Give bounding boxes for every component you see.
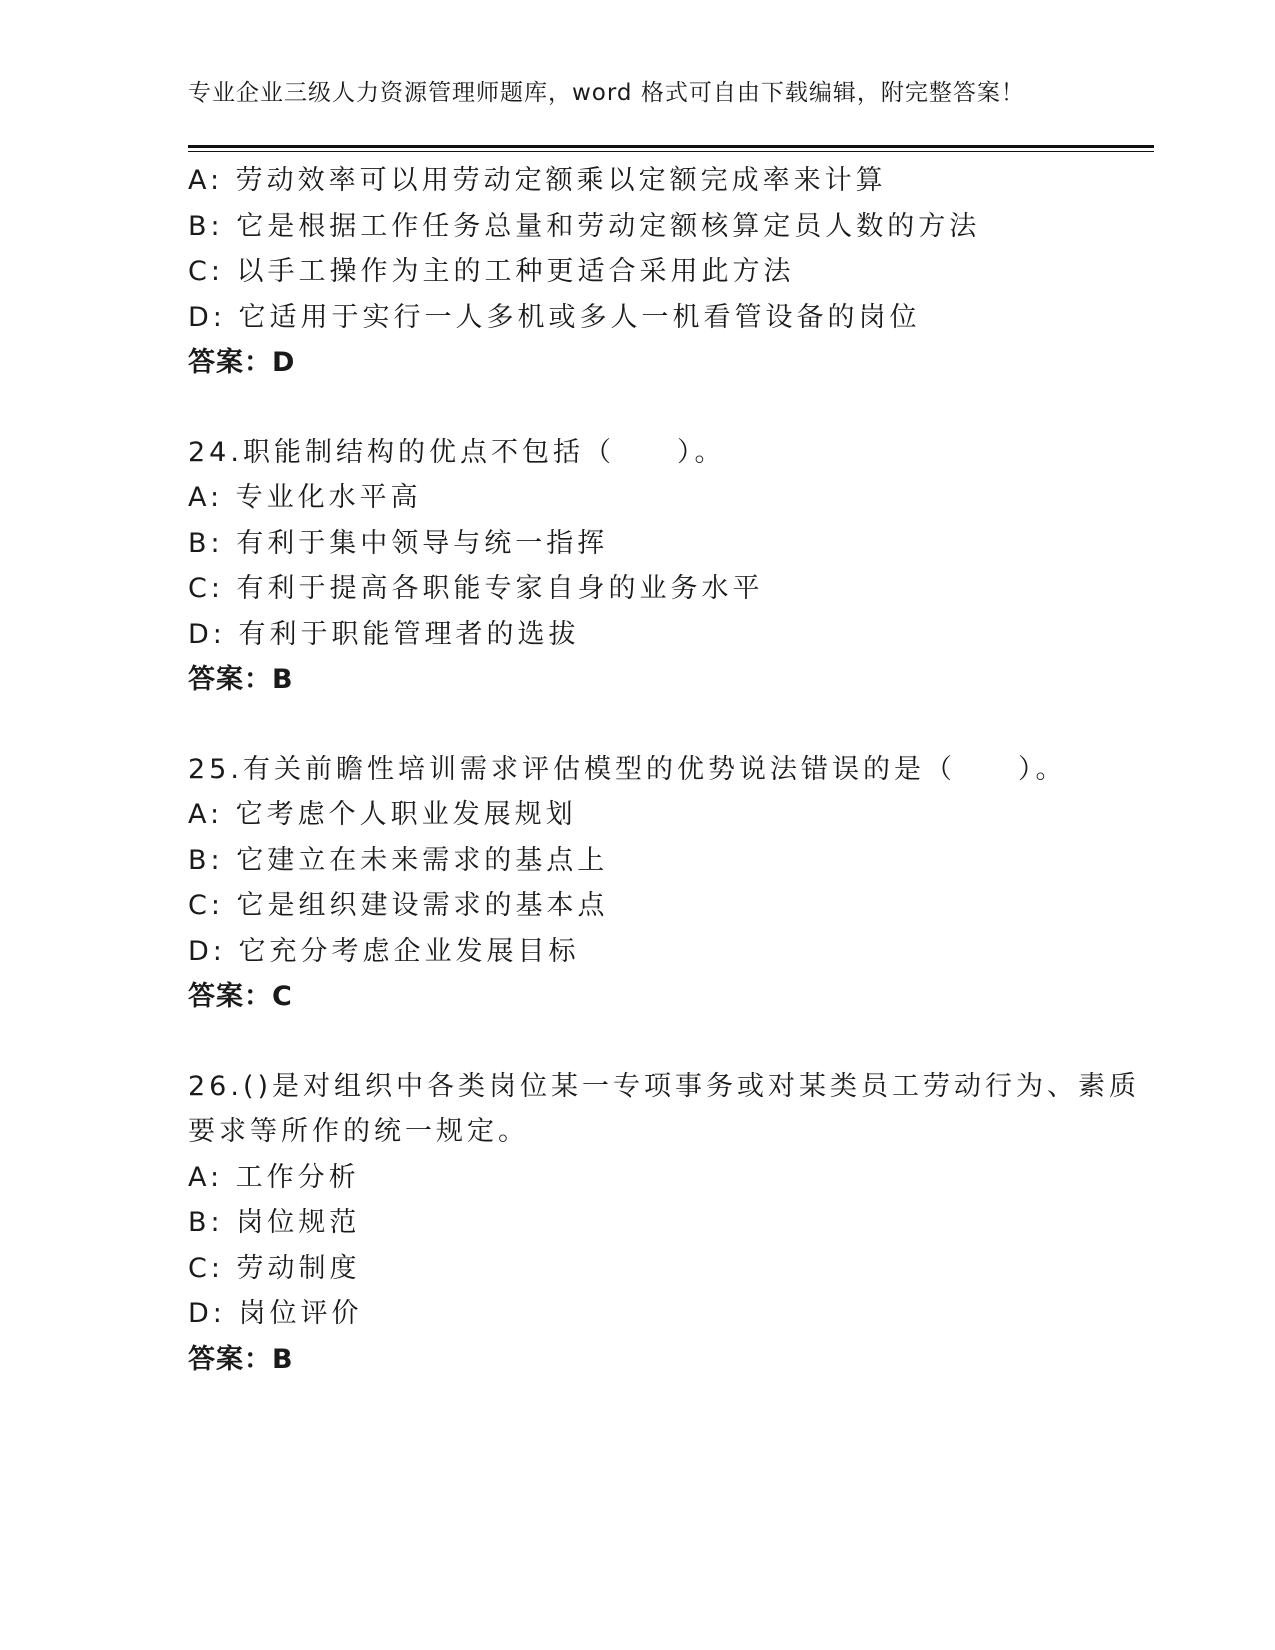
spacer [188,703,1118,747]
answer: 答案：B [188,1343,294,1375]
answer: 答案：C [188,981,293,1012]
option-d: D: 它适用于实行一人多机或多人一机看管设备的岗位 [188,301,921,333]
question-stem-line-2: 要求等所作的统一规定。 [188,1116,529,1147]
option-d: D: 岗位评价 [188,1298,363,1329]
option-a: A: 它考虑个人职业发展规划 [188,799,577,830]
option-c: C: 以手工操作为主的工种更适合采用此方法 [188,256,795,287]
question-23 [188,158,1118,386]
question-26 [188,1064,1141,1383]
answer: 答案：B [188,664,294,695]
option-c: C: 劳动制度 [188,1252,361,1284]
option-c: C: 它是组织建设需求的基本点 [188,890,609,921]
answer: 答案：D [188,347,296,378]
question-stem: 25.有关前瞻性培训需求评估模型的优势说法错误的是（ ）。 [188,753,1067,785]
option-a: A: 工作分析 [188,1161,360,1193]
header-rule-thin [188,151,1154,152]
option-b: B: 有利于集中领导与统一指挥 [188,527,609,559]
option-b: B: 岗位规范 [188,1207,361,1238]
question-stem-line-1: 26.()是对组织中各类岗位某一专项事务或对某类员工劳动行为、素质 [188,1070,1141,1102]
header-rule-thick [188,145,1154,148]
spacer [188,386,1118,430]
question-24 [188,430,1118,703]
option-c: C: 有利于提高各职能专家自身的业务水平 [188,573,764,604]
option-a: A: 专业化水平高 [188,482,422,513]
option-d: D: 它充分考虑企业发展目标 [188,935,580,967]
option-a: A: 劳动效率可以用劳动定额乘以定额完成率来计算 [188,165,887,196]
question-25 [188,747,1118,1020]
option-b: B: 它是根据工作任务总量和劳动定额核算定员人数的方法 [188,210,981,242]
option-b: B: 它建立在未来需求的基点上 [188,844,609,876]
question-list [188,158,1141,1382]
option-d: D: 有利于职能管理者的选拔 [188,618,580,650]
question-stem: 24.职能制结构的优点不包括（ ）。 [188,436,726,468]
page-header: 专业企业三级人力资源管理师题库，word 格式可自由下载编辑，附完整答案！ [188,80,1025,106]
spacer [188,1020,1118,1064]
